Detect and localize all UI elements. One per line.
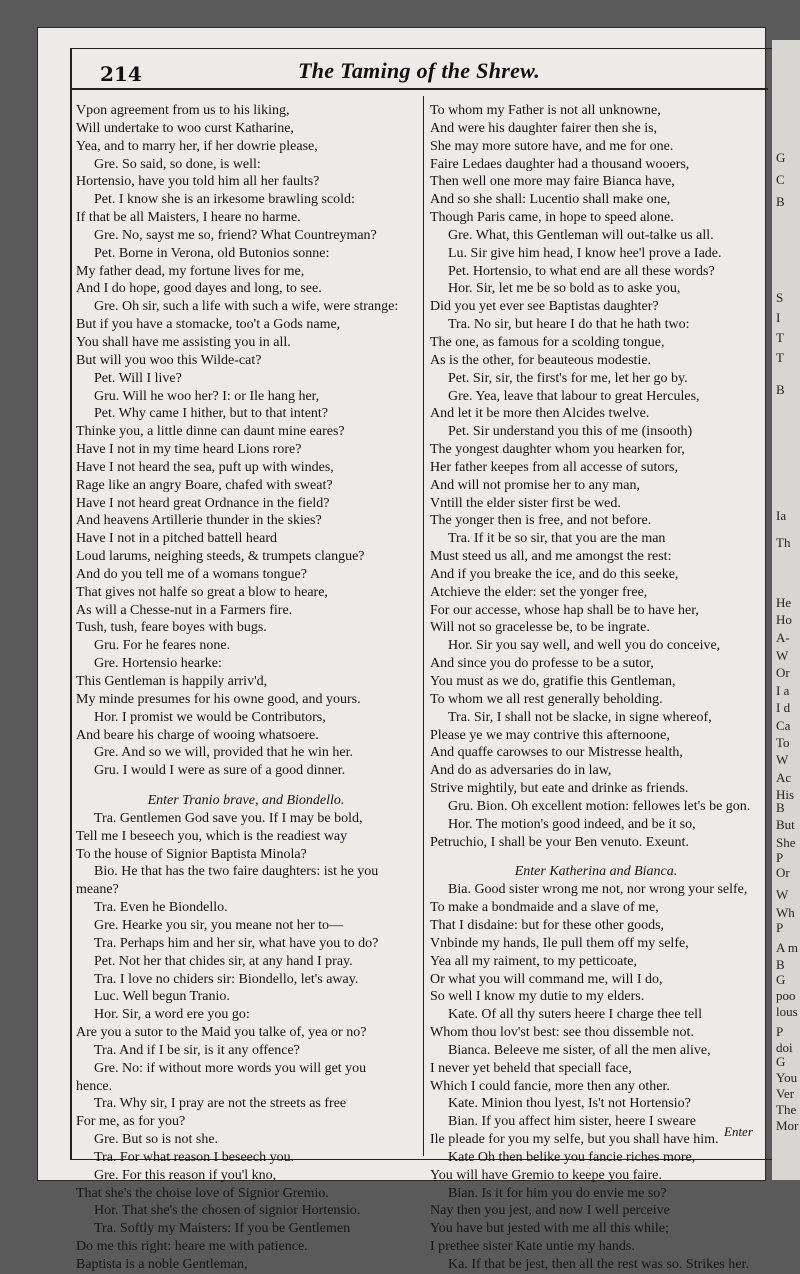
header-rule	[72, 88, 768, 90]
facing-page-edge	[772, 40, 800, 1180]
facing-page-fragment: She	[776, 835, 796, 850]
text-line: Gre. And so we will, provided that he win her.	[94, 745, 353, 761]
text-line: Hor. Sir you say well, and well you do conceive,	[448, 638, 721, 654]
text-line: And since you do professe to be a sutor,	[430, 656, 654, 672]
page-number: 214	[100, 62, 142, 86]
text-line: Gre. Oh sir, such a life with such a wife, were strange:	[94, 299, 399, 315]
text-line: Rage like an angry Boare, chafed with sweat?	[76, 477, 333, 493]
facing-page-fragment: His	[776, 787, 795, 802]
facing-page-fragment: T	[776, 330, 784, 345]
facing-page-fragment: To	[776, 735, 790, 750]
facing-page-fragment: W	[776, 648, 789, 663]
text-line: Which I could fancie, more then any other.	[430, 1078, 670, 1094]
text-line: And let it be more then Alcides twelve.	[430, 406, 650, 422]
facing-page-fragment: I	[776, 310, 781, 325]
text-line: And will not promise her to any man,	[430, 477, 640, 493]
text-line: Have I not in a pitched battell heard	[76, 531, 277, 547]
text-line: Gre. But so is not she.	[94, 1132, 219, 1148]
facing-page-fragment: poo	[776, 988, 796, 1003]
text-line: To make a bondmaide and a slave of me,	[430, 900, 659, 916]
text-line: My father dead, my fortune lives for me,	[76, 263, 305, 279]
text-line: Hor. I promist we would be Contributors,	[94, 709, 326, 725]
facing-page-fragment: He	[776, 595, 792, 610]
text-line: Loud larums, neighing steeds, & trumpets clangue?	[76, 549, 365, 565]
text-line: And if you breake the ice, and do this seeke,	[430, 566, 679, 582]
facing-page-fragment: A m	[776, 940, 799, 955]
text-line: Ile pleade for you my selfe, but you shall have him.	[430, 1132, 719, 1148]
text-line: To whom we all rest generally beholding.	[430, 691, 663, 707]
text-line: Tra. Why sir, I pray are not the streets as free	[94, 1096, 347, 1112]
text-line: To the house of Signior Baptista Minola?	[76, 846, 307, 862]
text-line: hence.	[76, 1078, 113, 1094]
text-line: Pet. Sir understand you this of me (insooth)	[448, 424, 693, 440]
text-line: This Gentleman is happily arriv'd,	[76, 674, 268, 689]
facing-page-fragment: But	[776, 817, 795, 832]
text-line: Luc. Well begun Tranio.	[94, 989, 230, 1005]
text-line: That I disdaine: but for these other goods,	[430, 917, 665, 933]
text-line: Tra. And if I be sir, is it any offence?	[94, 1042, 300, 1058]
text-line: And heavens Artillerie thunder in the skies?	[76, 513, 322, 529]
text-line: Tra. Softly my Maisters: If you be Gentlemen	[94, 1221, 351, 1237]
text-line: Are you a sutor to the Maid you talke of, yea or no?	[76, 1025, 367, 1041]
text-line: That she's the choise love of Signior Gremio.	[76, 1185, 329, 1201]
facing-page-fragment: Or	[776, 665, 790, 680]
text-line: Gru. Bion. Oh excellent motion: fellowes let's be gon.	[448, 798, 751, 814]
facing-page-fragment: lous	[776, 1004, 798, 1019]
text-line	[76, 780, 416, 792]
text-line: Gre. Hearke you sir, you meane not her to—	[94, 917, 344, 933]
text-line: Tra. Gentlemen God save you. If I may be bold,	[94, 810, 363, 826]
facing-page-fragment: You	[776, 1070, 798, 1085]
text-line: Though Paris came, in hope to speed alone.	[430, 210, 674, 226]
facing-page-fragment: Th	[776, 535, 791, 550]
text-line: Pet. Why came I hither, but to that intent?	[94, 406, 329, 422]
text-line: Nay then you jest, and now I well perceive	[430, 1203, 670, 1219]
text-line: But if you have a stomacke, too't a Gods name,	[76, 317, 341, 333]
text-line: My minde presumes for his owne good, and yours.	[76, 691, 361, 707]
text-line: Baptista is a noble Gentleman,	[76, 1257, 248, 1272]
text-line: Did you yet ever see Baptistas daughter?	[430, 299, 659, 315]
facing-page-fragment: doi	[776, 1040, 793, 1055]
facing-page-fragment: Wh	[776, 905, 795, 920]
text-line: Tra. If it be so sir, that you are the man	[448, 531, 666, 547]
text-line: Gre. No: if without more words you will get you	[94, 1060, 367, 1076]
text-line: For me, as for you?	[76, 1114, 186, 1130]
text-line: Do me this right: heare me with patience.	[76, 1239, 308, 1255]
text-line: Kate Oh then belike you fancie riches more,	[448, 1149, 696, 1165]
text-line: And quaffe carowses to our Mistresse health,	[430, 745, 683, 761]
text-line: Pet. I know she is an irkesome brawling scold:	[94, 192, 355, 208]
text-line: Pet. Will I live?	[94, 370, 182, 386]
text-line: Tra. Sir, I shall not be slacke, in signe whereof,	[448, 709, 712, 725]
text-line: Tush, tush, feare boyes with bugs.	[76, 620, 267, 636]
text-line: As will a Chesse-nut in a Farmers fire.	[76, 602, 293, 618]
facing-page-fragment: B	[776, 382, 785, 397]
facing-page-fragment: C	[776, 172, 785, 187]
text-line: You shall have me assisting you in all.	[76, 334, 291, 350]
text-line: Gre. No, sayst me so, friend? What Countreyman?	[94, 227, 377, 243]
text-line: And so she shall: Lucentio shall make one,	[430, 192, 671, 208]
facing-page-fragment: A-	[776, 630, 790, 645]
facing-page-fragment: P	[776, 1024, 784, 1039]
stage-direction: Enter Tranio brave, and Biondello.	[147, 793, 345, 809]
text-line: Bianca. Beleeve me sister, of all the men alive,	[448, 1042, 711, 1058]
text-line: Pet. Sir, sir, the first's for me, let her go by.	[448, 370, 688, 386]
text-line: Thinke you, a little dinne can daunt mine eares?	[76, 424, 345, 440]
text-line: Vnbinde my hands, Ile pull them off my selfe,	[430, 935, 689, 951]
facing-page-fragment: W	[776, 887, 789, 902]
text-line: Atchieve the elder: set the yonger free,	[430, 584, 648, 600]
text-line: Will undertake to woo curst Katharine,	[76, 120, 294, 136]
text-line: Kate. Minion thou lyest, Is't not Hortensio?	[448, 1096, 691, 1112]
facing-page-fragment: W	[776, 752, 789, 767]
text-line: You must as we do, gratifie this Gentleman,	[430, 674, 676, 689]
facing-page-fragment: B	[776, 800, 785, 815]
text-line: Have I not heard great Ordnance in the field?	[76, 495, 330, 511]
facing-page-fragment: Ia	[776, 508, 787, 523]
text-line: Tra. No sir, but heare I do that he hath two:	[448, 317, 690, 333]
text-line: And do as adversaries do in law,	[430, 763, 612, 779]
text-line: I never yet beheld that speciall face,	[430, 1060, 632, 1076]
facing-page-fragment: T	[776, 350, 784, 365]
text-line: Faire Ledaes daughter had a thousand wooers,	[430, 156, 690, 172]
left-column	[76, 102, 416, 1274]
text-line: Pet. Not her that chides sir, at any hand I pray.	[94, 953, 353, 969]
text-line: Bian. If you affect him sister, heere I sweare	[448, 1114, 696, 1130]
text-line: And were his daughter fairer then she is,	[430, 120, 658, 136]
text-line: And do you tell me of a womans tongue?	[76, 566, 307, 582]
facing-page-fragment: The	[776, 1102, 797, 1117]
text-line: Gre. Yea, leave that labour to great Hercules,	[448, 388, 700, 404]
facing-page-fragment: G	[776, 150, 786, 165]
text-line: Have I not in my time heard Lions rore?	[76, 442, 302, 458]
text-line: Whom thou lov'st best: see thou dissemble not.	[430, 1025, 694, 1041]
facing-page-fragment: P	[776, 850, 784, 865]
column-divider	[423, 96, 424, 1156]
text-line: Tell me I beseech you, which is the readiest way	[76, 828, 348, 844]
text-line: Yea all my raiment, to my petticoate,	[430, 953, 637, 969]
facing-page-fragment: I a	[776, 683, 790, 698]
facing-page-fragment: I d	[776, 700, 791, 715]
text-line	[430, 851, 762, 863]
text-line: That gives not halfe so great a blow to heare,	[76, 584, 328, 600]
text-line: meane?	[76, 882, 119, 898]
text-line: Lu. Sir give him head, I know hee'l prove a Iade.	[448, 245, 722, 261]
catchword: Enter	[724, 1124, 753, 1139]
text-line: You have but jested with me all this while;	[430, 1221, 669, 1237]
text-line: Hor. The motion's good indeed, and be it so,	[448, 816, 696, 832]
text-line: Gru. I would I were as sure of a good dinner.	[94, 763, 346, 779]
text-line: Tra. I love no chiders sir: Biondello, let's away.	[94, 971, 359, 987]
facing-page-fragment: G	[776, 972, 786, 987]
text-line: Then well one more may faire Bianca have,	[430, 174, 675, 190]
facing-page-fragment: Ver	[776, 1086, 795, 1101]
text-line: For our accesse, whose hap shall be to have her,	[430, 602, 699, 618]
text-line: Vpon agreement from us to his liking,	[76, 103, 290, 118]
text-line: The yonger then is free, and not before.	[430, 513, 652, 529]
text-line: You will have Gremio to keepe you faire.	[430, 1167, 662, 1183]
text-line: The one, as famous for a scolding tongue,	[430, 334, 665, 350]
facing-page-fragment: B	[776, 194, 785, 209]
text-line: Tra. Even he Biondello.	[94, 900, 228, 916]
text-line: Ka. If that be jest, then all the rest was so. Strikes her.	[448, 1257, 749, 1272]
text-line: Kate. Of all thy suters heere I charge thee tell	[448, 1007, 702, 1023]
text-line: Tra. For what reason I beseech you.	[94, 1149, 295, 1165]
text-line: Bia. Good sister wrong me not, nor wrong your selfe,	[448, 882, 748, 898]
facing-page-fragment: Or	[776, 865, 790, 880]
text-line: Strive mightily, but eate and drinke as friends.	[430, 781, 689, 797]
facing-page-fragment: Mor	[776, 1118, 799, 1133]
text-line: She may more sutore have, and me for one.	[430, 138, 674, 154]
text-line: So well I know my dutie to my elders.	[430, 989, 645, 1005]
text-line: Petruchio, I shall be your Ben venuto. Exeunt.	[430, 834, 689, 850]
text-line: Gru. For he feares none.	[94, 638, 231, 654]
text-line: Hor. Sir, let me be so bold as to aske you,	[448, 281, 681, 297]
text-line: Gre. For this reason if you'l kno,	[94, 1167, 277, 1183]
text-line: Vntill the elder sister first be wed.	[430, 495, 621, 511]
facing-page-fragment: B	[776, 957, 785, 972]
facing-page-fragment: Ac	[776, 770, 792, 785]
facing-page-fragment: G	[776, 1054, 786, 1069]
text-line: The yongest daughter whom you hearken for,	[430, 442, 685, 458]
text-line: Hor. That she's the chosen of signior Hortensio.	[94, 1203, 361, 1219]
text-line: Must steed us all, and me amongst the rest:	[430, 549, 672, 565]
text-line: Hor. Sir, a word ere you go:	[94, 1007, 250, 1023]
facing-page-fragment: S	[776, 290, 784, 305]
text-line: Have I not heard the sea, puft up with windes,	[76, 459, 334, 475]
text-line: If that be all Maisters, I heare no harme.	[76, 210, 301, 226]
text-line: Bio. He that has the two faire daughters: ist he you	[94, 864, 379, 880]
text-line: Please ye we may contrive this afternoone,	[430, 727, 670, 743]
text-line: To whom my Father is not all unknowne,	[430, 103, 661, 118]
text-line: Bian. Is it for him you do envie me so?	[448, 1185, 667, 1201]
facing-page-fragment: Ca	[776, 718, 791, 733]
text-line: As is the other, for beauteous modestie.	[430, 352, 652, 368]
text-line: Pet. Hortensio, to what end are all these words?	[448, 263, 715, 279]
facing-page-fragment: Ho	[776, 612, 792, 627]
text-line: And I do hope, good dayes and long, to see.	[76, 281, 322, 297]
facing-page-fragment: P	[776, 920, 784, 935]
text-line: Hortensio, have you told him all her faults?	[76, 174, 320, 190]
text-line: But will you woo this Wilde-cat?	[76, 352, 262, 368]
text-line: Gre. So said, so done, is well:	[94, 156, 261, 172]
right-column	[430, 102, 762, 1274]
text-line: And beare his charge of wooing whatsoere.	[76, 727, 319, 743]
text-line: Will not so gracelesse be, to be ingrate.	[430, 620, 650, 636]
text-line: Yea, and to marry her, if her dowrie please,	[76, 138, 318, 154]
text-line: Or what you will command me, will I do,	[430, 971, 663, 987]
stage-direction: Enter Katherina and Bianca.	[514, 864, 678, 880]
text-line: Gru. Will he woo her? I: or Ile hang her,	[94, 388, 320, 404]
text-line: I prethee sister Kate untie my hands.	[430, 1239, 635, 1255]
text-line: Tra. Perhaps him and her sir, what have you to do?	[94, 935, 379, 951]
text-line: Pet. Borne in Verona, old Butonios sonne:	[94, 245, 330, 261]
text-line: Gre. Hortensio hearke:	[94, 656, 222, 672]
running-title: The Taming of the Shrew.	[298, 58, 541, 83]
text-line: Gre. What, this Gentleman will out-talke us all.	[448, 227, 714, 243]
text-line: Her father keepes from all accesse of sutors,	[430, 459, 679, 475]
